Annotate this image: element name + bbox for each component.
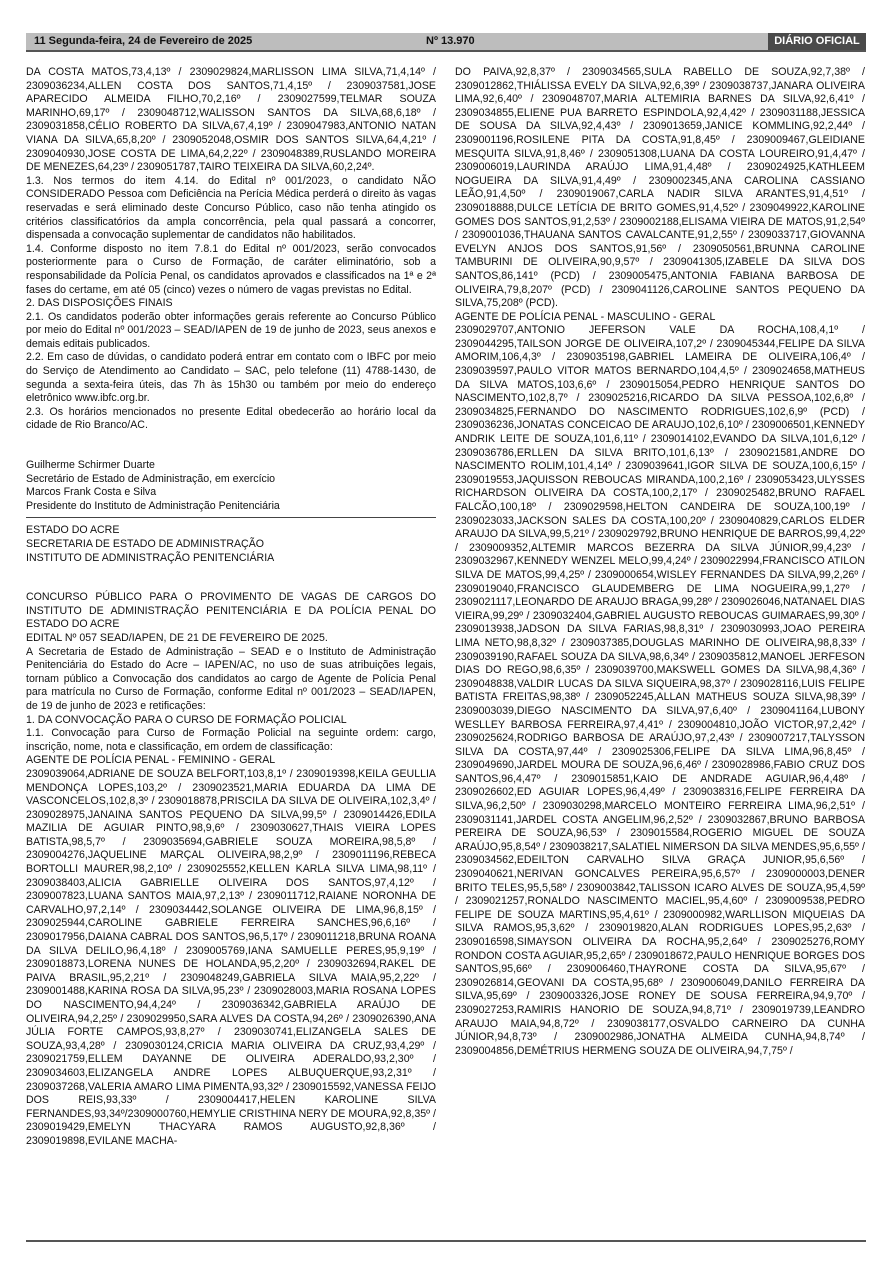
edital-number: EDITAL Nº 057 SEAD/IAPEN, DE 21 DE FEVEREIRO DE 2025. <box>26 631 328 644</box>
signature-2-name: Marcos Frank Costa e Silva <box>26 486 157 499</box>
section-heading-2: 2. DAS DISPOSIÇÕES FINAIS <box>26 297 173 310</box>
left-column <box>26 66 436 1236</box>
intro-paragraph: A Secretaria de Estado de Administração – SEAD e o Instituto de Administração Penitenciária do Estado do Acre – IAPEN/AC, no uso de suas atribuições legais, tornam público a Convocação dos candidatos ao cargo de Agente de Polícia Penal para matrícula no Curso de Formação, conforme Edital nº 001/2023 – SEAD/IAPEN, de 19 de junho de 2023 e retificações: <box>26 645 436 712</box>
paragraph-2-1: 2.1. Os candidatos poderão obter informações gerais referente ao Concurso Público por meio do Edital nº 001/2023 – SEAD/IAPEN de 19 de junho de 2023, seus anexos e demais editais publicados. <box>26 310 436 350</box>
paragraph-1-4: 1.4. Conforme disposto no item 7.8.1 do Edital nº 001/2023, serão convocados posteriormente para o Curso de Formação, de caráter eliminatório, sob a responsabilidade da Polícia Penal, os candidatos aprovados e classificados na 1ª e 2ª fases do certame, em até 05 (cinco) vezes o número de vagas previstas no Edital. <box>26 242 436 296</box>
document-title: CONCURSO PÚBLICO PARA O PROVIMENTO DE VAGAS DE CARGOS DO INSTITUTO DE ADMINISTRAÇÃO PENITENCIÁRIA E DA POLÍCIA PENAL DO ESTADO DO ACRE <box>26 591 436 631</box>
candidate-list-continuation: DA COSTA MATOS,73,4,13º / 2309029824,MARLISSON LIMA SILVA,71,4,14º / 2309036234,ALLEN COSTA DOS SANTOS,71,4,15º / 2309037581,JOSE APARECIDO ALMEIDA FILHO,70,2,16º / 2309027599,TELMAR SOUZA MARINHO,69,17º / 2309048712,WALISSON SANTOS DA SILVA,68,6,18º / 2309031858,CÉLIO ROBERTO DA SILVA,67,4,19º / 2309047983,ANTONIO NATAN VIANA DA SILVA,65,8,20º / 2309052048,OSMIR DOS SANTOS SILVA,64,4,21º / 2309040930,JOSE COSTA DE LIMA,64,2,22º / 2309048389,RUSLANDO MOREIRA DE MENEZES,64,23º / 2309051787,TAIRO TEIXEIRA DA SILVA,60,2,24º. <box>26 66 436 174</box>
paragraph-2-3: 2.3. Os horários mencionados no presente Edital obedecerão ao horário local da cidade de Rio Branco/AC. <box>26 405 436 432</box>
candidate-list-feminino-continuation: DO PAIVA,92,8,37º / 2309034565,SULA RABELLO DE SOUZA,92,7,38º / 2309012862,THIÁLISSA EVELY DA SILVA,92,6,39º / 2309038737,JANARA OLIVEIRA LIMA,92,6,40º / 2309048707,MARIA ALTEMIRIA BARNES DA SILVA,92,6,41º / 2309034855,ELIENE PUA BARRETO ESPINDOLA,92,4,42º / 2309031188,JESSICA DE SOUSA DA SILVA,92,4,43º / 2309013659,JANICE KOMMLING,92,2,44º / 2309001196,ROSILENE PITA DA COSTA,91,8,45º / 2309009467,GLEIDIANE MESQUITA SILVA,91,8,46º / 2309051308,LUANA DA COSTA LOUREIRO,91,4,47º / 2309006019,LAURINDA ARAÚJO LIMA,91,4,48º / 2309024925,KATHLEEM NOGUEIRA DA SILVA,91,4,49º / 2309002345,ANA CAROLINA CASSIANO LEÃO,91,4,50º / 2309019067,CARLA NADIR SILVA ARANTES,91,4,51º / 2309018888,DULCE LETÍCIA DE BRITO GOMES,91,4,52º / 2309049922,KAROLINE GOMES DOS SANTOS,91,2,53º / 2309002188,ELISAMA VIEIRA DE MATOS,91,2,54º / 2309001036,THAUANA SANTOS CAVALCANTE,91,2,55º / 2309033717,GIOVANNA EVELYN ANJOS DOS SANTOS,91,56º / 2309050561,BRUNNA CAROLINE TAMBURINI DE OLIVEIRA,90,9,57º / 2309041305,IZABELE DA SILVA DOS SANTOS,86,141º (PCD) / 2309005475,ANTONIA FABIANA BARBOSA DE OLIVEIRA,79,8,207º (PCD) / 2309041126,CAROLINE SANTOS PEQUENO DA SILVA,75,208º (PCD). <box>455 66 865 310</box>
candidate-list-feminino: 2309039064,ADRIANE DE SOUZA BELFORT,103,8,1º / 2309019398,KEILA GEULLIA MENDONÇA LOPES,103,2º / 2309023521,MARIA EDUARDA DA LIMA DE VASCONCELOS,102,8,3º / 2309018878,PRISCILA DA SILVA DE OLIVEIRA,102,3,4º / 2309028975,JANAINA SANTOS PEQUENO DA SILVA,99,5º / 2309014426,EDILA MAZILIA DE AGUIAR PINTO,98,9,6º / 2309030627,THAIS VIEIRA LOPES BATISTA,98,5,7º / 2309035694,GABRIELE SOUZA MOREIRA,98,5,8º / 2309004276,JAQUELINE MARÇAL OLIVEIRA,98,2,9º / 2309011196,REBECA BORTOLLI MAURER,98,2,10º / 2309025552,KELLEN KARLA SILVA LIMA,98,11º / 2309038403,ALICIA GABRIELLE OLIVEIRA DOS SANTOS,97,4,12º / 2309007823,LUANA SANTOS MAIA,97,2,13º / 2309011712,RAIANE NORONHA DE CARVALHO,97,2,14º / 2309034442,SOLANGE OLIVEIRA DE LIMA,96,8,15º / 2309025944,CAROLINE GABRIELE FERREIRA SANCHES,96,6,16º / 2309017956,DAIANA CABRAL DOS SANTOS,96,5,17º / 2309011218,BRUNA ROANA DA SILVA DELILO,96,4,18º / 2309005769,IANA SAMUELLE PERES,95,9,19º / 2309018873,LORENA NUNES DE HOLANDA,95,2,20º / 2309032694,RAKEL DE PAIVA BRASIL,95,2,21º / 2309048249,GABRIELA SILVA MAIA,95,2,22º / 2309001488,KARINA ROSA DA SILVA,95,23º / 2309028003,MARIA ROSANA LOPES DO NASCIMENTO,94,4,24º / 2309036342,GABRIELA ARAÚJO DE OLIVEIRA,94,2,25º / 2309029950,SARA ALVES DA COSTA,94,26º / 2309026390,ANA JÚLIA FORTE CAMPOS,93,8,27º / 2309030741,ELIZANGELA SALES DE SOUZA,93,4,28º / 2309030124,CRICIA MARIA OLIVEIRA DA CRUZ,93,4,29º / 2309021759,ELLEM DAYANNE DE OLIVEIRA ADERALDO,93,2,30º / 2309034603,ELIZANGELA ANDRE LOPES ALBUQUERQUE,93,2,31º / 2309037268,VALERIA AMARO LIMA PIMENTA,93,32º / 2309015592,VANESSA FEIJO DOS REIS,93,33º / 2309004417,HELEN KAROLINE SILVA FERNANDES,93,34º/2309000760,HEMYLIE CRISTHINA NERY DE MOURA,92,8,35º / 2309019429,EMELYN THACYARA RAMOS AUGUSTO,92,8,36º / 2309019898,EVILANE MACHA- <box>26 767 436 1147</box>
heading-masculino: AGENTE DE POLÍCIA PENAL - MASCULINO - GERAL <box>455 310 716 323</box>
org-line-1: ESTADO DO ACRE <box>26 524 120 537</box>
org-line-2: SECRETARIA DE ESTADO DE ADMINISTRAÇÃO <box>26 538 265 550</box>
section-heading-1: 1. DA CONVOCAÇÃO PARA O CURSO DE FORMAÇÃO POLICIAL <box>26 713 347 726</box>
page-header <box>26 33 866 52</box>
section-divider <box>26 517 436 518</box>
paragraph-2-2: 2.2. Em caso de dúvidas, o candidato poderá entrar em contato com o IBFC por meio do Serviço de Atendimento ao Candidato – SAC, pelo telefone (11) 4788-1430, de segunda a sexta-feira úteis, das 7h às 15h30 ou também por meio do endereço eletrônico www.ibfc.org.br. <box>26 351 436 405</box>
journal-name: DIÁRIO OFICIAL <box>768 33 866 50</box>
candidate-list-masculino: 2309029707,ANTONIO JEFERSON VALE DA ROCHA,108,4,1º / 2309044295,TAILSON JORGE DE OLIVEIRA,107,2º / 2309045344,FELIPE DA SILVA AMORIM,106,4,3º / 2309035198,GABRIEL LAMEIRA DE OLIVEIRA,106,4º / 2309039597,PAULO VITOR MATOS BERNARDO,104,4,5º / 2309024658,MATHEUS DA SILVA MATOS,103,6,6º / 2309015054,PEDRO HENRIQUE SANTOS DO NASCIMENTO,102,8,7º / 2309025216,RICARDO DA SILVA PESSOA,102,6,8º / 2309034825,FERNANDO DO NASCIMENTO RODRIGUES,102,6,9º (PCD) / 2309036236,JONATAS CONCEICAO DE ARAUJO,102,6,10º / 2309006501,KENNEDY ANDRIK LEITE DE SOUZA,101,6,11º / 2309014102,EVANDO DA SILVA,101,6,12º / 2309036786,ERLLEN DA SILVA BRITO,101,6,13º / 2309021581,ANDRE DO NASCIMENTO ROLIM,101,4,14º / 2309039641,IGOR SILVA DE SOUZA,100,6,15º / 2309019553,JAQUISSON REBOUCAS MIRANDA,100,2,16º / 2309053423,ULYSSES RICHARDSON OLIVEIRA DA COSTA,100,2,17º / 2309025482,BRUNO RAFAEL FALCÃO,100,18º / 2309029598,HELTON CANDEIRA DE SOUZA,100,19º / 2309023033,JACKSON SALES DA COSTA,100,20º / 2309040829,CARLOS ELDER ARAUJO DA SILVA,99,5,21º / 2309029792,BRUNO HENRIQUE DE BARROS,99,4,22º / 2309009352,ALTEMIR MARCOS BEZERRA DA SILVA JÚNIOR,99,4,23º / 2309032967,KENNEDY WENZEL MELO,99,4,24º / 2309022994,FRANCISCO ATILON SILVA DE MATOS,99,4,25º / 2309000654,WISLEY FERNANDES DA SILVA,99,2,26º / 2309019040,FRANCISCO GLAUDEMBERG DE LIMA NOGUEIRA,99,1,27º / 2309021117,LEONARDO DE ARAUJO BRAGA,99,28º / 2309026046,NATANAEL DIAS VIEIRA,99,29º / 2309032404,GABRIEL AUGUSTO REBOUCAS GUIMARAES,99,30º / 2309013938,JADSON DA SILVA FARIAS,98,8,31º / 2309030993,JOAO PEREIRA LIMA NETO,98,8,32º / 2309037385,DOUGLAS MARINHO DE OLIVEIRA,98,8,33º / 2309039190,RAFAEL SOUZA DA SILVA,98,6,34º / 2309035812,MANOEL JERFESON DIAS DO REGO,98,6,35º / 2309039700,MAKSWELL GOMES DA SILVA,98,4,36º / 2309048838,VALDIR LUCAS DA SILVA SIQUEIRA,98,37º / 2309028116,LUIS FELIPE BATISTA FREITAS,98,38º / 2309052245,ALLAN MATHEUS SOUZA SILVA,98,39º / 2309003039,DIEGO NASCIMENTO DA SILVA,97,6,40º / 2309041164,LUBONY WESLLEY BARBOSA FERREIRA,97,4,41º / 2309004810,JOÃO VICTOR,97,2,42º / 2309025624,RODRIGO BARBOSA DE ARAÚJO,97,2,43º / 2309007217,TALYSSON SILVA DA COSTA,97,44º / 2309025306,FELIPE DA SILVA LIMA,96,8,45º / 2309049690,JARDEL MOURA DE SOUZA,96,6,46º / 2309028986,FABIO CRUZ DOS SANTOS,96,4,47º / 2309015851,KAIO DE ANDRADE AGUIAR,96,4,48º / 2309026602,ED AGUIAR LOPES,96,4,49º / 2309038316,FELIPE FERREIRA DA SILVA,96,2,50º / 2309030298,MARCELO MONTEIRO FERREIRA LIMA,96,2,51º / 2309031141,JARDEL COSTA ANGELIM,96,2,52º / 2309032867,BRUNO BARBOSA PEREIRA DE SOUZA,96,53º / 2309015584,ROGERIO MIGUEL DE SOUZA ARAÚJO,95,8,54º / 2309038217,SALATIEL NIMERSON DA SILVA MENDES,95,6,55º / 2309034562,EDEILTON CARVALHO SILVA GRAÇA JUNIOR,95,6,56º / 2309040621,NERIVAN GONCALVES PEREIRA,95,6,57º / 2309000003,DENER BRITO TELES,95,5,58º / 2309003842,TALISSON ICARO ALVES DE SOUZA,95,4,59º / 2309021257,RONALDO NASCIMENTO MACIEL,95,4,60º / 2309009538,PEDRO FELIPE DE SOUZA MARTINS,95,4,61º / 2309000982,WARLLISON MIQUEIAS DA SILVA RAMOS,95,3,62º / 2309019820,ALAN RODRIGUES LOPES,95,2,63º / 2309016598,SIMAYSON OLIVEIRA DA ROCHA,95,2,64º / 2309025276,ROMY RONDON COSTA AGUIAR,95,2,65º / 2309018672,PAULO HENRIQUE BORGES DOS SANTOS,95,66º / 2309006460,THAYRONE COSTA DA SILVA,95,67º / 2309026814,GEOVANI DA COSTA,95,68º / 2309006049,DANILO FERREIRA DA SILVA,95,69º / 2309003326,JOSE RONEY DE SOUSA FERREIRA,94,9,70º / 2309027253,RAMIRIS HANORIO DE SOUZA,94,8,71º / 2309019739,LEANDRO ARAUJO MAIA,94,8,72º / 2309038177,OSVALDO CARNEIRO DA CUNHA JÚNIOR,94,8,73º / 2309002986,JONATHA ALMEIDA CUNHA,94,8,74º / 2309004856,DEMÉTRIUS HERMENG SOUZA DE OLIVEIRA,94,7,75º / <box>455 324 865 1057</box>
signature-2-role: Presidente do Instituto de Administração Penitenciária <box>26 499 280 512</box>
right-column <box>455 66 865 1236</box>
paragraph-1-1: 1.1. Convocação para Curso de Formação Policial na seguinte ordem: cargo, inscrição, nome, nota e classificação, em ordem de classificação: <box>26 727 436 753</box>
signature-1-name: Guilherme Schirmer Duarte <box>26 459 155 472</box>
signature-1-role: Secretário de Estado de Administração, em exercício <box>26 472 276 485</box>
paragraph-1-3: 1.3. Nos termos do item 4.14. do Edital nº 001/2023, o candidato NÃO CONSIDERADO Pessoa com Deficiência na Perícia Médica perderá o direito às vagas reservadas e será eliminado deste Concurso Público, caso não tenha atingido os critérios classificatórios da ampla concorrência, pela qual passará a concorrer, dispensada a convocação suplementar de candidatos não habilitados. <box>26 174 436 242</box>
issue-number: Nº 13.970 <box>426 35 475 47</box>
heading-feminino: AGENTE DE POLÍCIA PENAL - FEMININO - GERAL <box>26 754 276 767</box>
org-line-3: INSTITUTO DE ADMINISTRAÇÃO PENITENCIÁRIA <box>26 551 275 564</box>
page-footer-rule <box>26 1240 866 1242</box>
page-number-date: 11 Segunda-feira, 24 de Fevereiro de 2025 <box>34 35 253 47</box>
